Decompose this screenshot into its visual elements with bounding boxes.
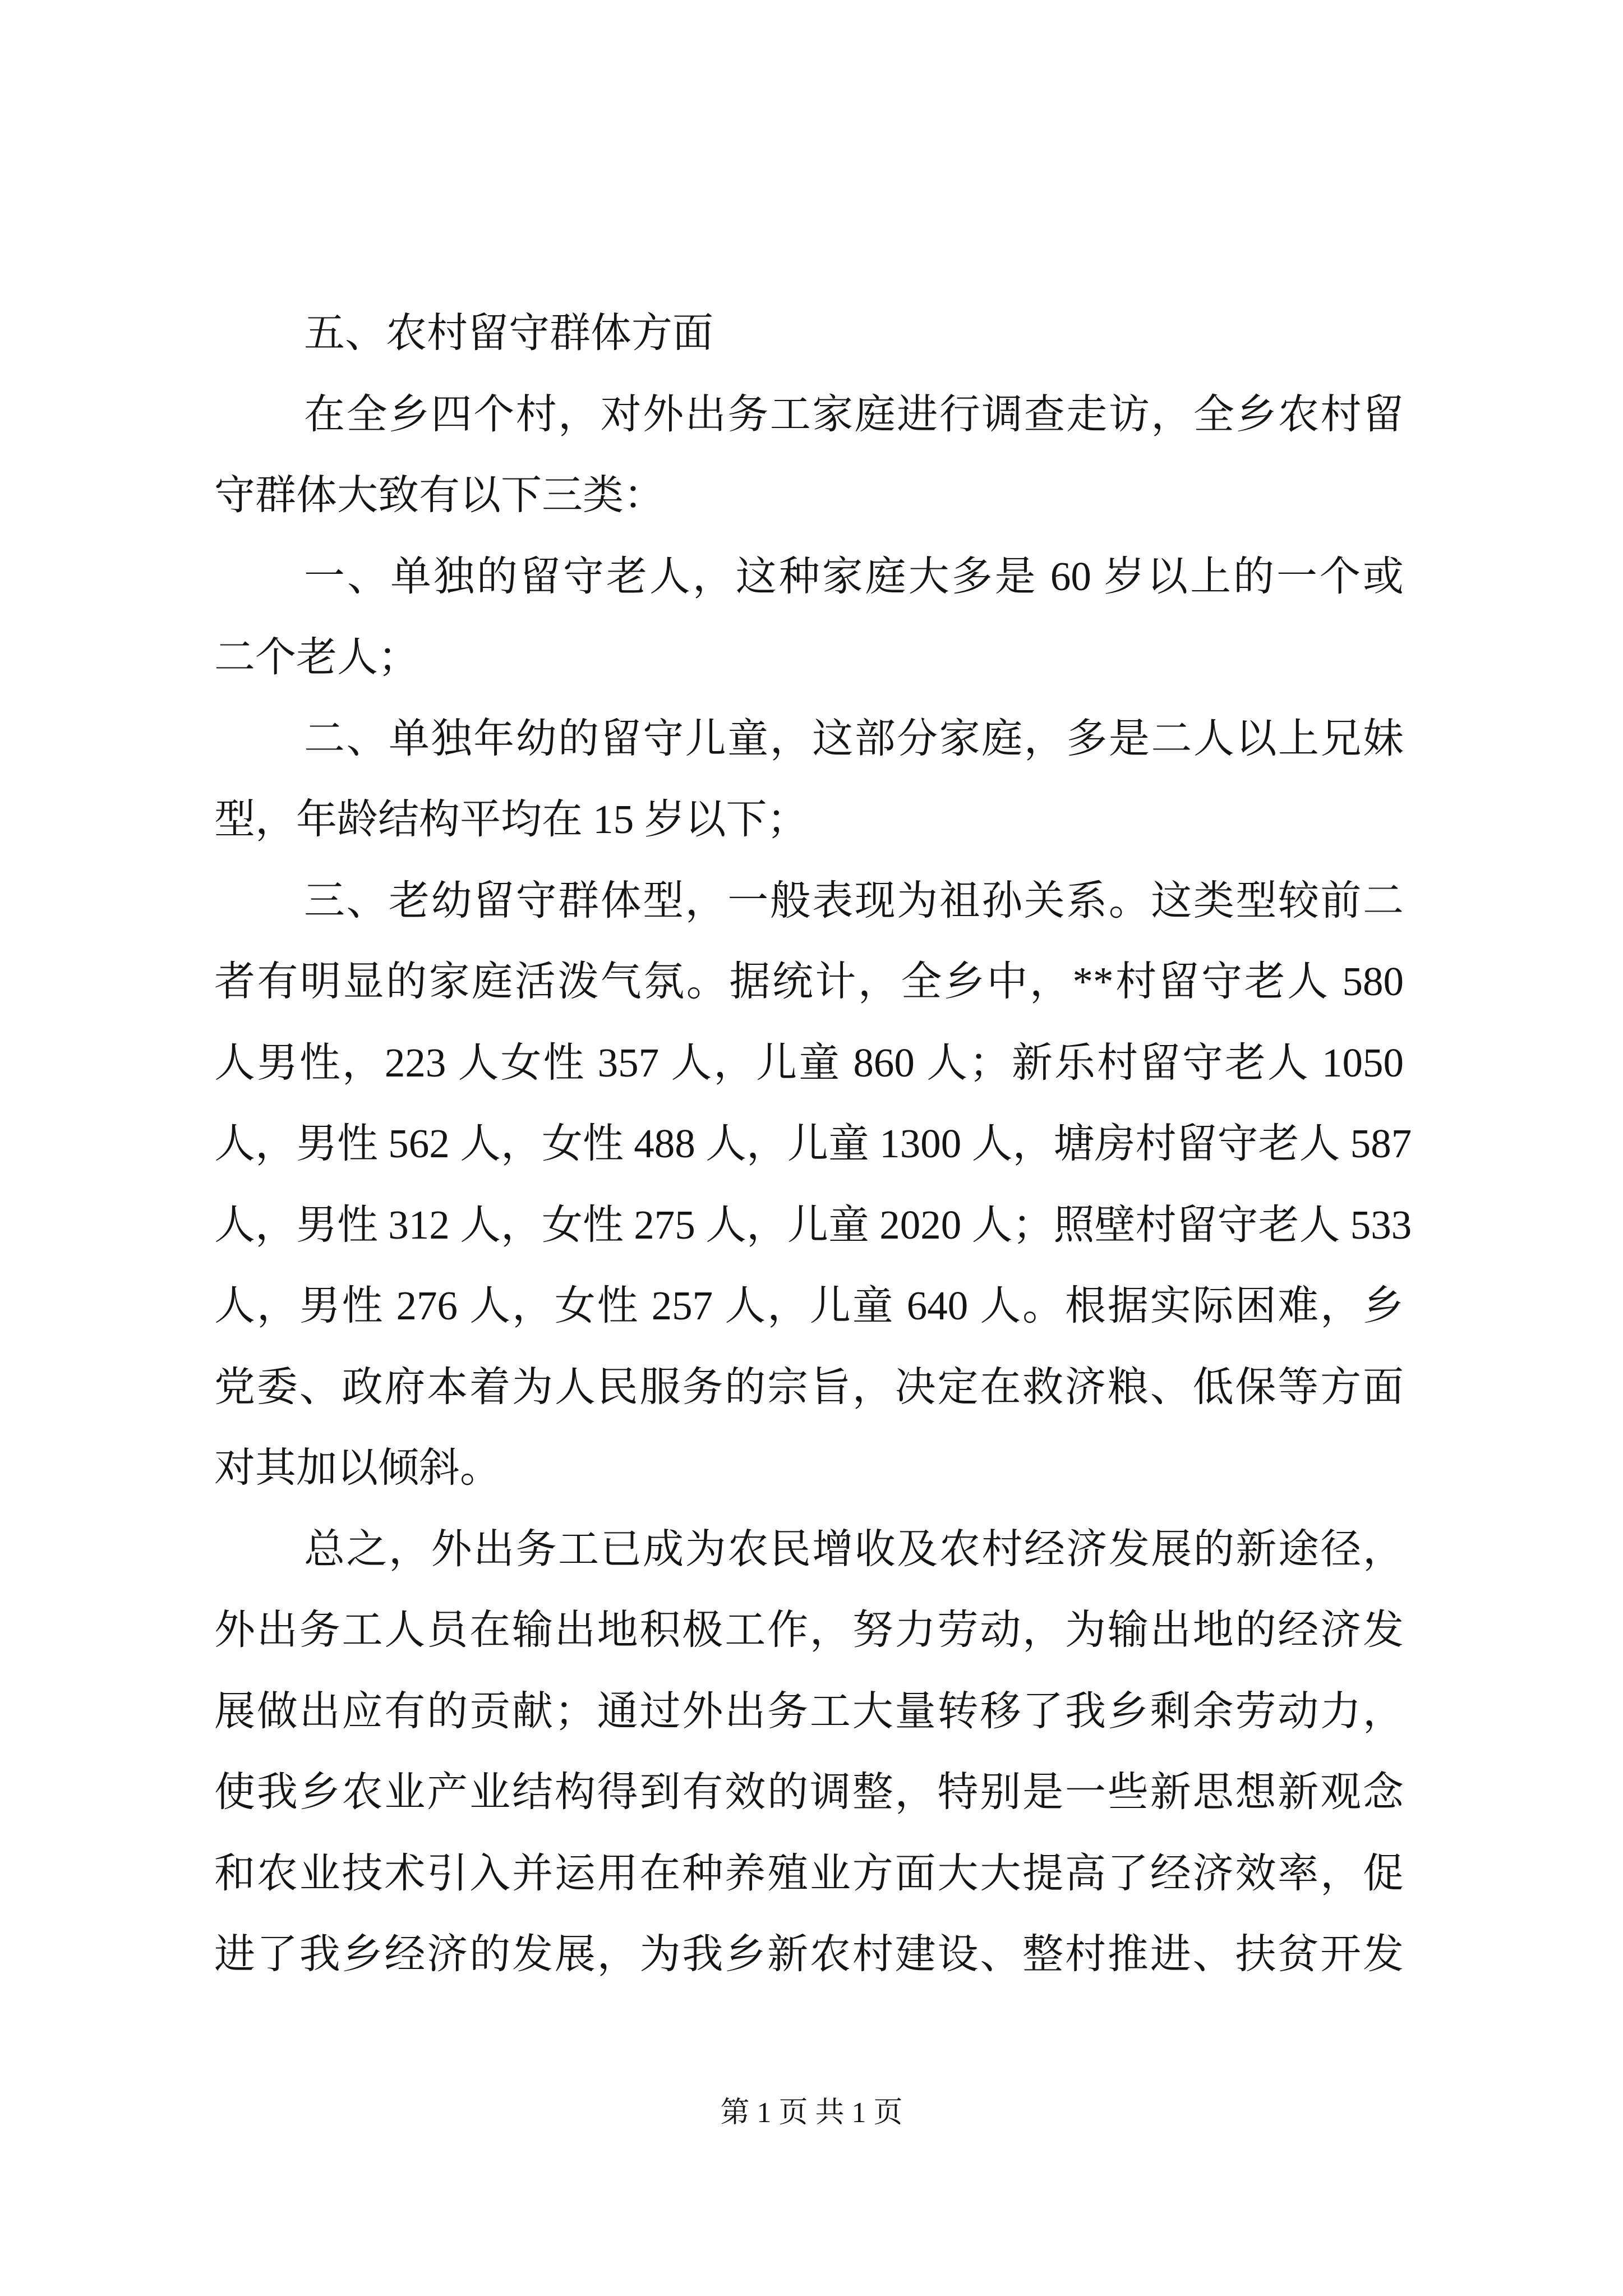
paragraph-line: 人，男性 276 人，女性 257 人，儿童 640 人。根据实际困难，乡 bbox=[214, 1283, 1404, 1328]
paragraph-conclusion bbox=[214, 1509, 1404, 1995]
page-number-footer: 第 1 页 共 1 页 bbox=[720, 2097, 903, 2129]
document-body bbox=[214, 293, 1412, 1995]
paragraph-line: 者有明显的家庭活泼气氛。据统计，全乡中，**村留守老人 580 bbox=[214, 959, 1404, 1004]
paragraph-line: 守群体大致有以下三类： bbox=[214, 472, 665, 518]
paragraph-line: 型，年龄结构平均在 15 岁以下； bbox=[214, 797, 808, 842]
paragraph-line: 党委、政府本着为人民服务的宗旨，决定在救济粮、低保等方面 bbox=[214, 1364, 1404, 1410]
paragraph-line: 人男性，223 人女性 357 人，儿童 860 人；新乐村留守老人 1050 bbox=[214, 1039, 1404, 1085]
paragraph-line: 和农业技术引入并运用在种养殖业方面大大提高了经济效率，促 bbox=[214, 1850, 1404, 1896]
paragraph-line: 对其加以倾斜。 bbox=[214, 1445, 501, 1490]
paragraph-line: 三、老幼留守群体型，一般表现为祖孙关系。这类型较前二 bbox=[304, 877, 1404, 923]
paragraph-mixed-group bbox=[214, 861, 1412, 1509]
paragraph-line: 人，男性 312 人，女性 275 人，儿童 2020 人；照壁村留守老人 533 bbox=[214, 1202, 1412, 1248]
paragraph-children bbox=[214, 698, 1404, 861]
paragraph-line: 展做出应有的贡献；通过外出务工大量转移了我乡剩余劳动力， bbox=[214, 1688, 1404, 1734]
paragraph-line: 在全乡四个村，对外出务工家庭进行调查走访，全乡农村留 bbox=[304, 391, 1404, 437]
paragraph-intro bbox=[214, 374, 1404, 536]
paragraph-line: 外出务工人员在输出地积极工作，努力劳动，为输出地的经济发 bbox=[214, 1607, 1404, 1653]
section-heading: 五、农村留守群体方面 bbox=[304, 310, 713, 356]
paragraph-line: 二、单独年幼的留守儿童，这部分家庭，多是二人以上兄妹 bbox=[304, 715, 1404, 761]
paragraph-line: 人，男性 562 人，女性 488 人，儿童 1300 人，塘房村留守老人 587 bbox=[214, 1121, 1412, 1166]
paragraph-line: 一、单独的留守老人，这种家庭大多是 60 岁以上的一个或 bbox=[304, 553, 1404, 599]
paragraph-line: 二个老人； bbox=[214, 634, 419, 680]
paragraph-line: 进了我乡经济的发展，为我乡新农村建设、整村推进、扶贫开发 bbox=[214, 1931, 1404, 1977]
paragraph-line: 总之，外出务工已成为农民增收及农村经济发展的新途径， bbox=[304, 1526, 1404, 1572]
paragraph-elderly bbox=[214, 536, 1404, 698]
paragraph-line: 使我乡农业产业结构得到有效的调整，特别是一些新思想新观念 bbox=[214, 1769, 1404, 1815]
